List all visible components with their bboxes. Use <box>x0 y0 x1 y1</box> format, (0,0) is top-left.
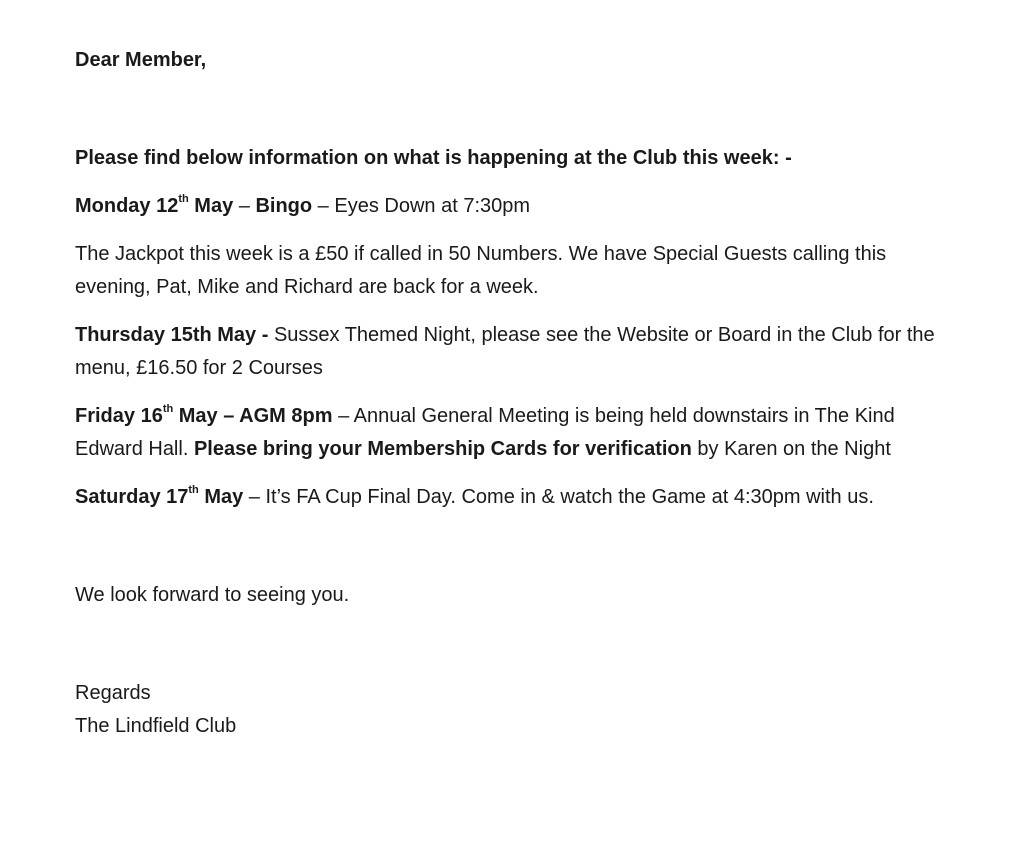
saturday-event <box>75 481 955 514</box>
intro-line: Please find below information on what is happening at the Club this week: - <box>75 147 792 169</box>
letter-body <box>75 44 955 743</box>
saturday-detail: – It’s FA Cup Final Day. Come in & watch the Game at 4:30pm with us. <box>243 486 874 508</box>
friday-detail: – Annual General Meeting is being held downstairs in The Kind Edward Hall. <box>75 405 895 460</box>
signature: The Lindfield Club <box>75 715 237 737</box>
closing-line: We look forward to seeing you. <box>75 584 350 606</box>
friday-emphasis: Please bring your Membership Cards for verification <box>193 438 692 460</box>
saturday-heading: May <box>198 486 244 508</box>
thursday-event <box>75 319 955 385</box>
monday-day: Monday 12 <box>75 195 179 217</box>
friday-event <box>75 400 955 466</box>
monday-dash-2: – <box>312 195 335 217</box>
monday-dash: – <box>233 195 256 217</box>
monday-detail: Eyes Down at 7:30pm <box>334 195 531 217</box>
monday-ordinal: th <box>178 193 189 206</box>
friday-heading: May – AGM 8pm <box>173 405 333 427</box>
thursday-detail: Sussex Themed Night, please see the Website or Board in the Club for the menu, £16.50 for 2 Courses <box>75 324 935 379</box>
jackpot-paragraph: The Jackpot this week is a £50 if called in 50 Numbers. We have Special Guests calling this evening, Pat, Mike and Richard are back for a week. <box>75 243 887 298</box>
monday-month: May <box>188 195 234 217</box>
friday-day: Friday 16 <box>75 405 163 427</box>
friday-detail-end: by Karen on the Night <box>691 438 891 460</box>
monday-event <box>75 190 955 223</box>
saturday-ordinal: th <box>188 484 199 497</box>
greeting: Dear Member, <box>75 49 207 71</box>
saturday-day: Saturday 17 <box>75 486 189 508</box>
signoff: Regards <box>75 682 151 704</box>
friday-ordinal: th <box>162 403 174 416</box>
thursday-heading: Thursday 15th May - <box>75 324 274 346</box>
monday-event-name: Bingo <box>255 195 313 217</box>
